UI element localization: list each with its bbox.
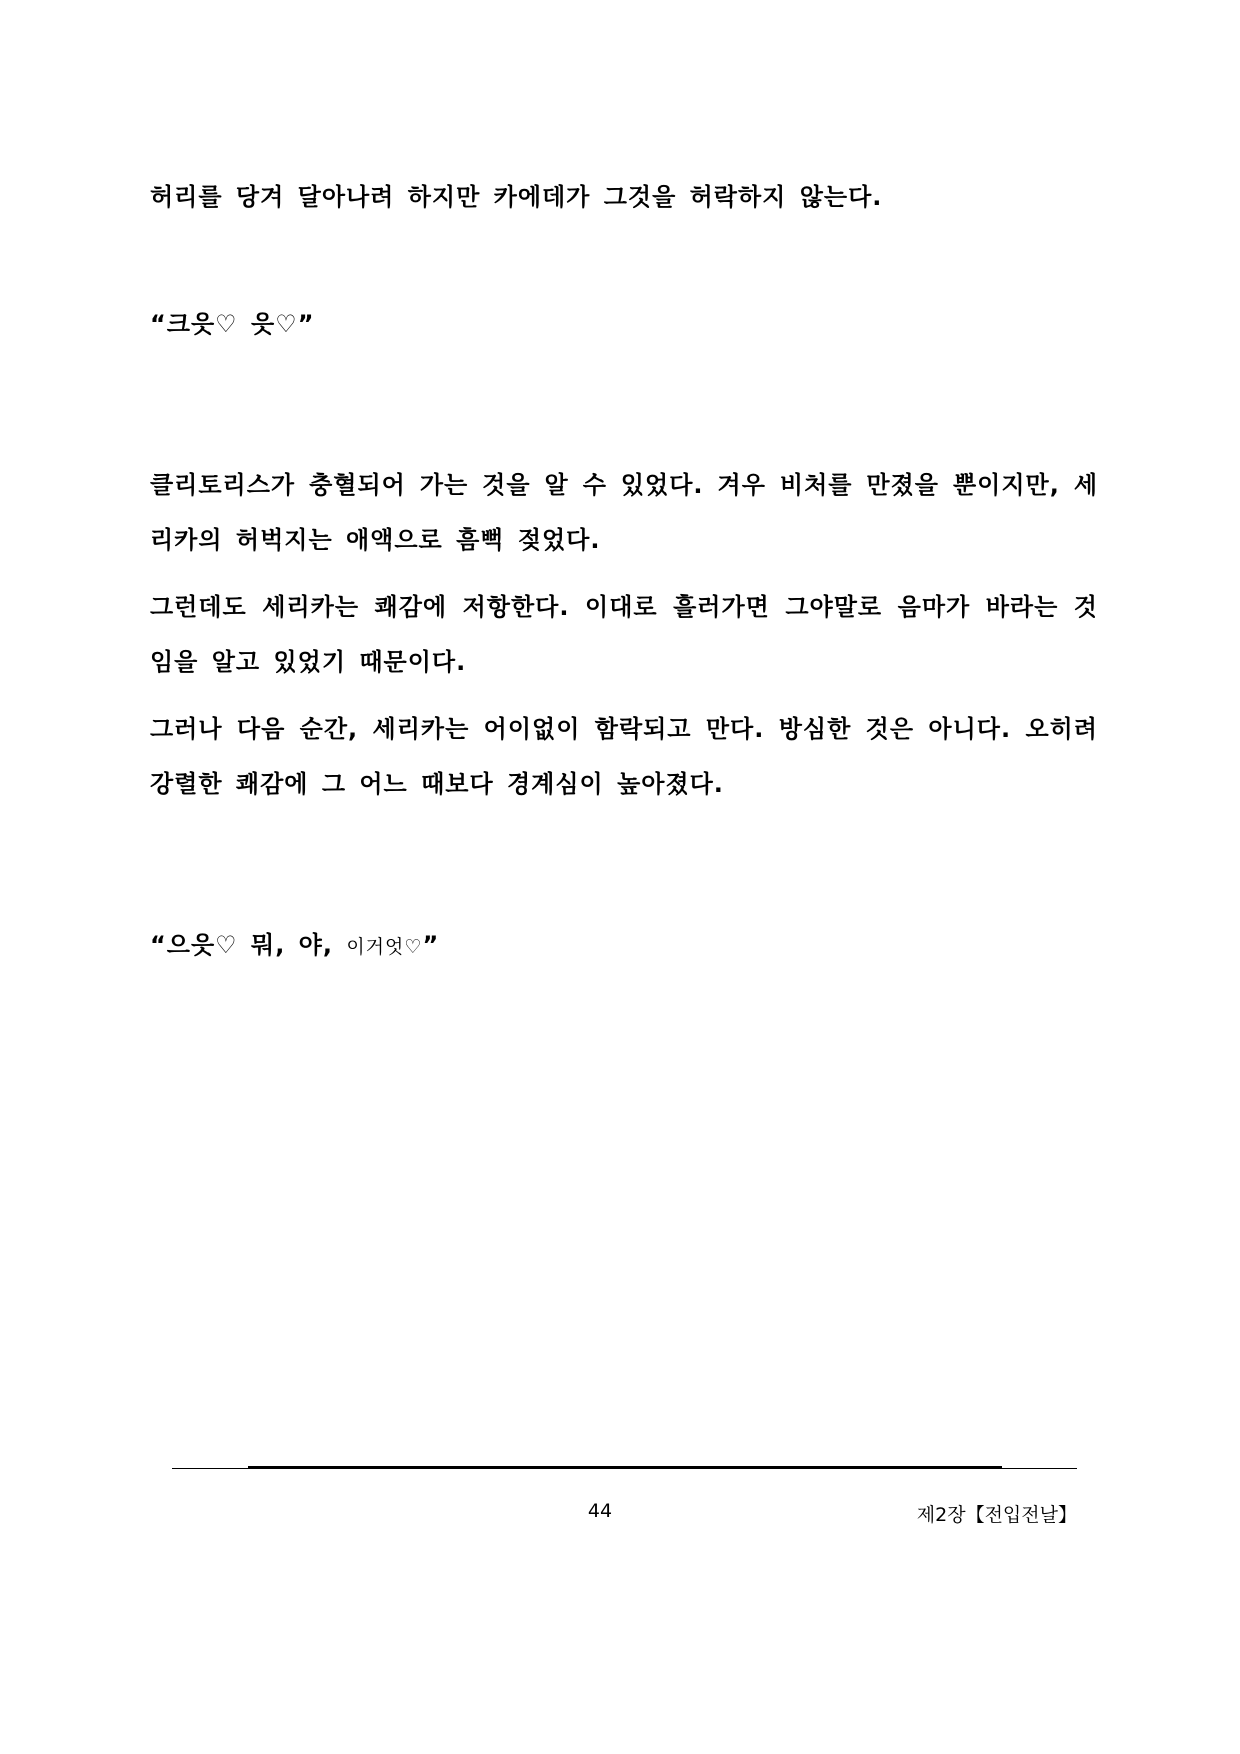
dialogue-2-small: 이거엇♡	[346, 936, 423, 958]
dialogue-2-main: “으읏♡ 뭐, 야,	[150, 931, 347, 959]
dialogue-1: “크읏♡ 읏♡”	[150, 310, 315, 338]
paragraph-4: 그러나 다음 순간, 세리카는 어이없이 함락되고 만다. 방심한 것은 아니다. 오히려 강렬한 쾌감에 그 어느 때보다 경계심이 높아졌다.	[150, 715, 1098, 798]
chapter-title: 제2장【전입전날】	[916, 1504, 1077, 1526]
page-number: 44	[587, 1500, 613, 1522]
paragraph-2: 클리토리스가 충혈되어 가는 것을 알 수 있었다. 겨우 비처를 만졌을 뿐이지만, 세리카의 허벅지는 애액으로 흠뻑 젖었다.	[150, 471, 1098, 554]
dialogue-2-close: ”	[422, 931, 440, 959]
page-body	[150, 170, 1098, 975]
footer-rule-thick	[248, 1466, 1002, 1468]
dialogue-2	[150, 918, 1098, 975]
footer-rule	[172, 1468, 1077, 1469]
paragraph-3: 그런데도 세리카는 쾌감에 저항한다. 이대로 흘러가면 그야말로 음마가 바라는 것임을 알고 있었기 때문이다.	[150, 593, 1098, 676]
paragraph-1: 허리를 당겨 달아나려 하지만 카에데가 그것을 허락하지 않는다.	[150, 183, 883, 211]
